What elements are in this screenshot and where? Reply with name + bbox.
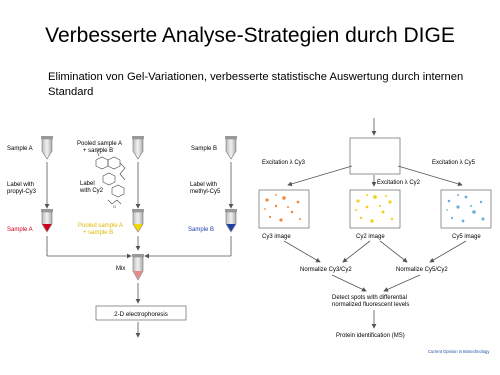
cy5-image-label: Cy5 image	[452, 234, 481, 240]
label-electrophoresis: 2-D electrophoresis	[114, 311, 168, 318]
arrow-cy5-to-normalize	[430, 241, 466, 262]
arrow-excite-cy3	[288, 166, 352, 185]
label-with-cy3-2: propyl-Cy3	[7, 189, 37, 195]
gel-box	[350, 138, 400, 174]
right-workflow	[259, 118, 491, 354]
label-pooled-1: Pooled sample A	[77, 141, 123, 147]
label-with-cy5-1: Label with	[190, 182, 218, 188]
excitation-cy3-label: Excitation λ Cy3	[262, 160, 306, 166]
label-with-cy2-2: with Cy2	[80, 188, 104, 194]
label-pooled-yellow-1: Pooled sample A	[78, 223, 124, 229]
label-sample-b: Sample B	[191, 146, 218, 152]
arrow-cy3-to-normalize	[284, 241, 320, 262]
normalize-cy5-label: Normalize Cy5/Cy2	[396, 267, 448, 273]
detect-label-1: Detect spots with differential	[332, 295, 407, 301]
tube-mix	[132, 254, 144, 280]
label-with-cy3-1: Label with	[7, 182, 35, 188]
arrow-cy2-to-normalize-cy3	[343, 241, 370, 262]
label-with-cy5-2: methyl-Cy5	[190, 189, 221, 195]
normalize-cy3-label: Normalize Cy3/Cy2	[300, 267, 352, 273]
svg-text:O: O	[113, 204, 117, 209]
tube-sample-a-top	[41, 136, 53, 159]
excitation-cy5-label: Excitation λ Cy5	[432, 160, 476, 166]
label-sample-a-red: Sample A	[7, 227, 33, 233]
label-sample-b-blue: Sample B	[188, 227, 215, 233]
arrow-normalize-cy3-to-detect	[332, 275, 366, 291]
protein-identification-label: Protein identification (MS)	[336, 333, 405, 339]
tube-yellow	[132, 209, 144, 232]
arrow-normalize-cy5-to-detect	[384, 275, 420, 291]
label-with-cy2-1: Label	[80, 181, 95, 187]
journal-credit: Current Opinion in Biotechnology	[428, 349, 490, 354]
label-sample-a: Sample A	[7, 146, 33, 152]
label-pooled-yellow-2: + sample B	[83, 230, 114, 236]
cy3-image-panel	[259, 190, 309, 228]
slide-title: Verbesserte Analyse-Strategien durch DIGE	[45, 24, 455, 47]
tube-blue	[225, 209, 237, 232]
tube-sample-b-top	[225, 136, 237, 159]
cy2-structure-icon	[96, 148, 125, 209]
tube-red	[41, 209, 53, 232]
detect-label-2: normalized fluorescent levels	[332, 302, 410, 308]
tube-pooled-top	[132, 136, 144, 159]
cy2-image-label: Cy2 image	[356, 234, 385, 240]
excitation-cy2-label: Excitation λ Cy2	[377, 180, 421, 186]
left-workflow	[7, 136, 237, 337]
label-mix: Mix	[116, 266, 126, 272]
cy3-image-label: Cy3 image	[262, 234, 291, 240]
arrow-cy2-to-normalize-cy5	[380, 241, 407, 262]
slide-subtitle: Elimination von Gel-Variationen, verbesserte statistische Auswertung durch internen Standard	[48, 71, 464, 98]
label-pooled-2: + sample B	[83, 148, 114, 154]
